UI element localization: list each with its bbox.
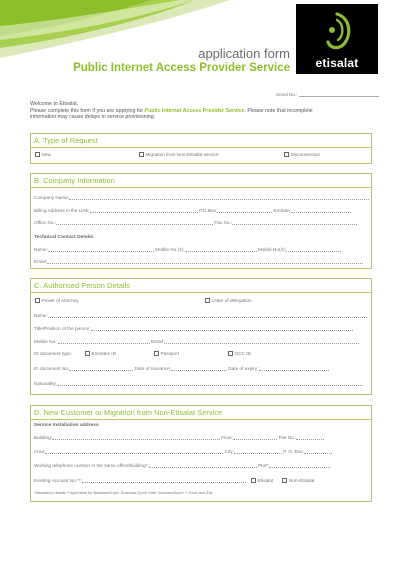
welcome-service-name: Public Internet Access Provider Service [144,107,245,114]
letter-of-delegation-label: Letter of delegation [211,298,252,303]
auth-email-label: Email: [151,339,165,344]
emirates-id-label: Emirates ID [91,351,116,356]
billing-row [34,207,367,213]
id-no-label: ID document No: [34,366,70,371]
section-c-title: C. Authorised Person Details [34,281,131,290]
existing-account-label: Existing Account No.**: [34,478,82,483]
fax-no-field[interactable] [232,219,357,225]
office-no-field[interactable] [56,219,213,225]
serial-label: Serial No.: [276,92,298,97]
welcome-line-1 [30,108,375,115]
floor-label: Floor: [221,435,234,440]
auth-name-row [34,312,367,318]
auth-mobile-field[interactable] [58,338,150,344]
service-po-box-label: P. O. Box: [283,449,304,454]
option-migration[interactable] [139,152,218,157]
id-option-gcc[interactable] [228,351,251,356]
nationality-label: Nationality: [34,381,58,386]
billing-address-field[interactable] [90,207,198,213]
mobile2-label: Mobile No(2): [257,247,287,252]
welcome-line-1-pre: Please complete this form if you are applying for [30,107,145,114]
passport-label: Passport [160,351,179,356]
etisalat-option[interactable] [251,478,273,483]
option-new[interactable] [35,152,51,157]
building-row [34,434,367,440]
city-label: City: [224,449,234,454]
option-migration-label: Migration from Non-Etisalat service [145,152,219,157]
plot-label: Plot*: [258,463,270,468]
issuance-field[interactable] [171,365,227,371]
po-box-field[interactable] [217,207,272,213]
mobile2-field[interactable] [286,246,341,252]
po-box-label: P.O.Box: [199,208,218,213]
working-tel-field[interactable] [149,462,257,468]
fax-no-label: Fax No.: [214,220,233,225]
company-name-field[interactable] [69,194,369,200]
id-details-row [34,365,367,371]
technical-contact-row [34,246,367,252]
title-position-field[interactable] [91,325,353,331]
nationality-field[interactable] [57,380,363,386]
etisalat-checkbox[interactable] [251,478,256,483]
title-position-label: Title/Position of the person: [34,326,91,331]
power-of-attorney-label: Power of Attorney [41,298,79,303]
section-b-rule [31,187,371,188]
office-no-label: Office No.: [34,220,57,225]
non-etisalat-option[interactable] [282,478,314,483]
id-option-emirates[interactable] [85,351,116,356]
emirate-field[interactable] [291,207,351,213]
section-c-rule [31,292,371,293]
emirates-id-checkbox[interactable] [85,351,90,356]
expiry-field[interactable] [259,365,329,371]
expiry-label: Date of expiry: [228,366,259,371]
serial-number-field[interactable] [276,92,379,97]
non-etisalat-label: Non-Etisalat [288,477,315,483]
option-disconnection-label: Disconnection [290,152,320,157]
mobile1-label: Mobile No (1): [155,247,185,252]
auth-contact-row [34,338,367,344]
welcome-heading: Welcome to Etisalat, [30,101,79,107]
section-company-information [30,173,372,269]
letter-of-delegation-checkbox[interactable] [205,298,210,303]
etisalat-logo [296,4,378,74]
id-option-passport[interactable] [154,351,179,356]
tech-name-field[interactable] [48,246,154,252]
section-type-of-request [30,133,372,164]
section-d-title: D. New Customer or Migration from Non-Etisalat Service [34,408,223,417]
area-field[interactable] [45,448,223,454]
flat-no-label: Flat No.: [278,435,297,440]
form-label: application form [198,46,290,61]
service-po-box-field[interactable] [304,448,332,454]
emirate-label: Emirate: [273,208,291,213]
power-of-attorney-checkbox[interactable] [35,298,40,303]
auth-name-field[interactable] [48,312,367,318]
migration-checkbox[interactable] [139,152,144,157]
disconnection-checkbox[interactable] [284,152,289,157]
etisalat-logo-text: etisalat [315,56,359,70]
floor-field[interactable] [233,434,277,440]
id-type-label: ID document type: [34,351,73,356]
issuance-label: Date of Issuance: [134,366,171,371]
non-etisalat-checkbox[interactable] [282,478,287,483]
working-tel-row [34,462,367,468]
nationality-row [34,380,367,386]
auth-mobile-label: Mobile No.: [34,339,58,344]
welcome-line-1-post: . Please note that incomplete [244,107,313,114]
building-label: Building: [34,435,52,440]
power-of-attorney-option[interactable] [35,298,79,303]
id-no-field[interactable] [69,365,133,371]
title-position-row [34,325,367,331]
auth-email-field[interactable] [164,338,359,344]
city-field[interactable] [234,448,282,454]
working-tel-label: Working telephone number in the same office/building*: [34,463,149,468]
letter-of-delegation-option[interactable] [205,298,252,303]
new-checkbox[interactable] [35,152,40,157]
company-name-label: Company Name: [34,195,70,200]
tech-email-row [34,258,367,264]
tech-email-label: Email: [34,259,48,264]
service-address-heading: Service Installation address [34,423,99,428]
section-d-rule [31,419,371,420]
technical-contact-heading: Technical Contact Details: [34,235,95,240]
etisalat-label: Etisalat [257,477,274,483]
section-a-rule [31,147,371,148]
section-authorised-person [30,278,372,395]
office-fax-row [34,219,367,225]
area-row [34,448,367,454]
welcome-text [30,101,375,121]
building-field[interactable] [52,434,220,440]
gcc-id-checkbox[interactable] [228,351,233,356]
section-b-title: B. Company Information [34,176,115,185]
section-a-title: A. Type of Request [34,136,98,145]
option-new-label: New [41,152,51,157]
section-new-customer-migration [30,405,372,502]
mobile1-field[interactable] [185,246,257,252]
area-label: Area: [34,449,46,454]
existing-account-row [34,477,367,483]
billing-address-label: Billing Address in the UAE: [34,208,90,213]
footnote: *Mandatory details **Applicable for BusinessSuper, Business Quick Start, BusinessSuper + Voice and IDA [34,491,213,495]
option-disconnection[interactable] [284,152,320,157]
auth-name-label: Name: [34,313,48,318]
page-title: Public Internet Access Provider Service [73,62,290,74]
etisalat-logo-mark-icon [320,12,354,52]
flat-no-field[interactable] [296,434,324,440]
tech-email-field[interactable] [47,258,363,264]
serial-input-line[interactable] [299,96,379,97]
passport-checkbox[interactable] [154,351,159,356]
plot-field[interactable] [269,462,331,468]
gcc-id-label: GCC ID [234,351,251,356]
company-name-row [34,194,367,200]
welcome-line-2: information may cause delays in service provisioning. [30,114,156,121]
tech-name-label: Name: [34,247,48,252]
existing-account-field[interactable] [82,477,246,483]
